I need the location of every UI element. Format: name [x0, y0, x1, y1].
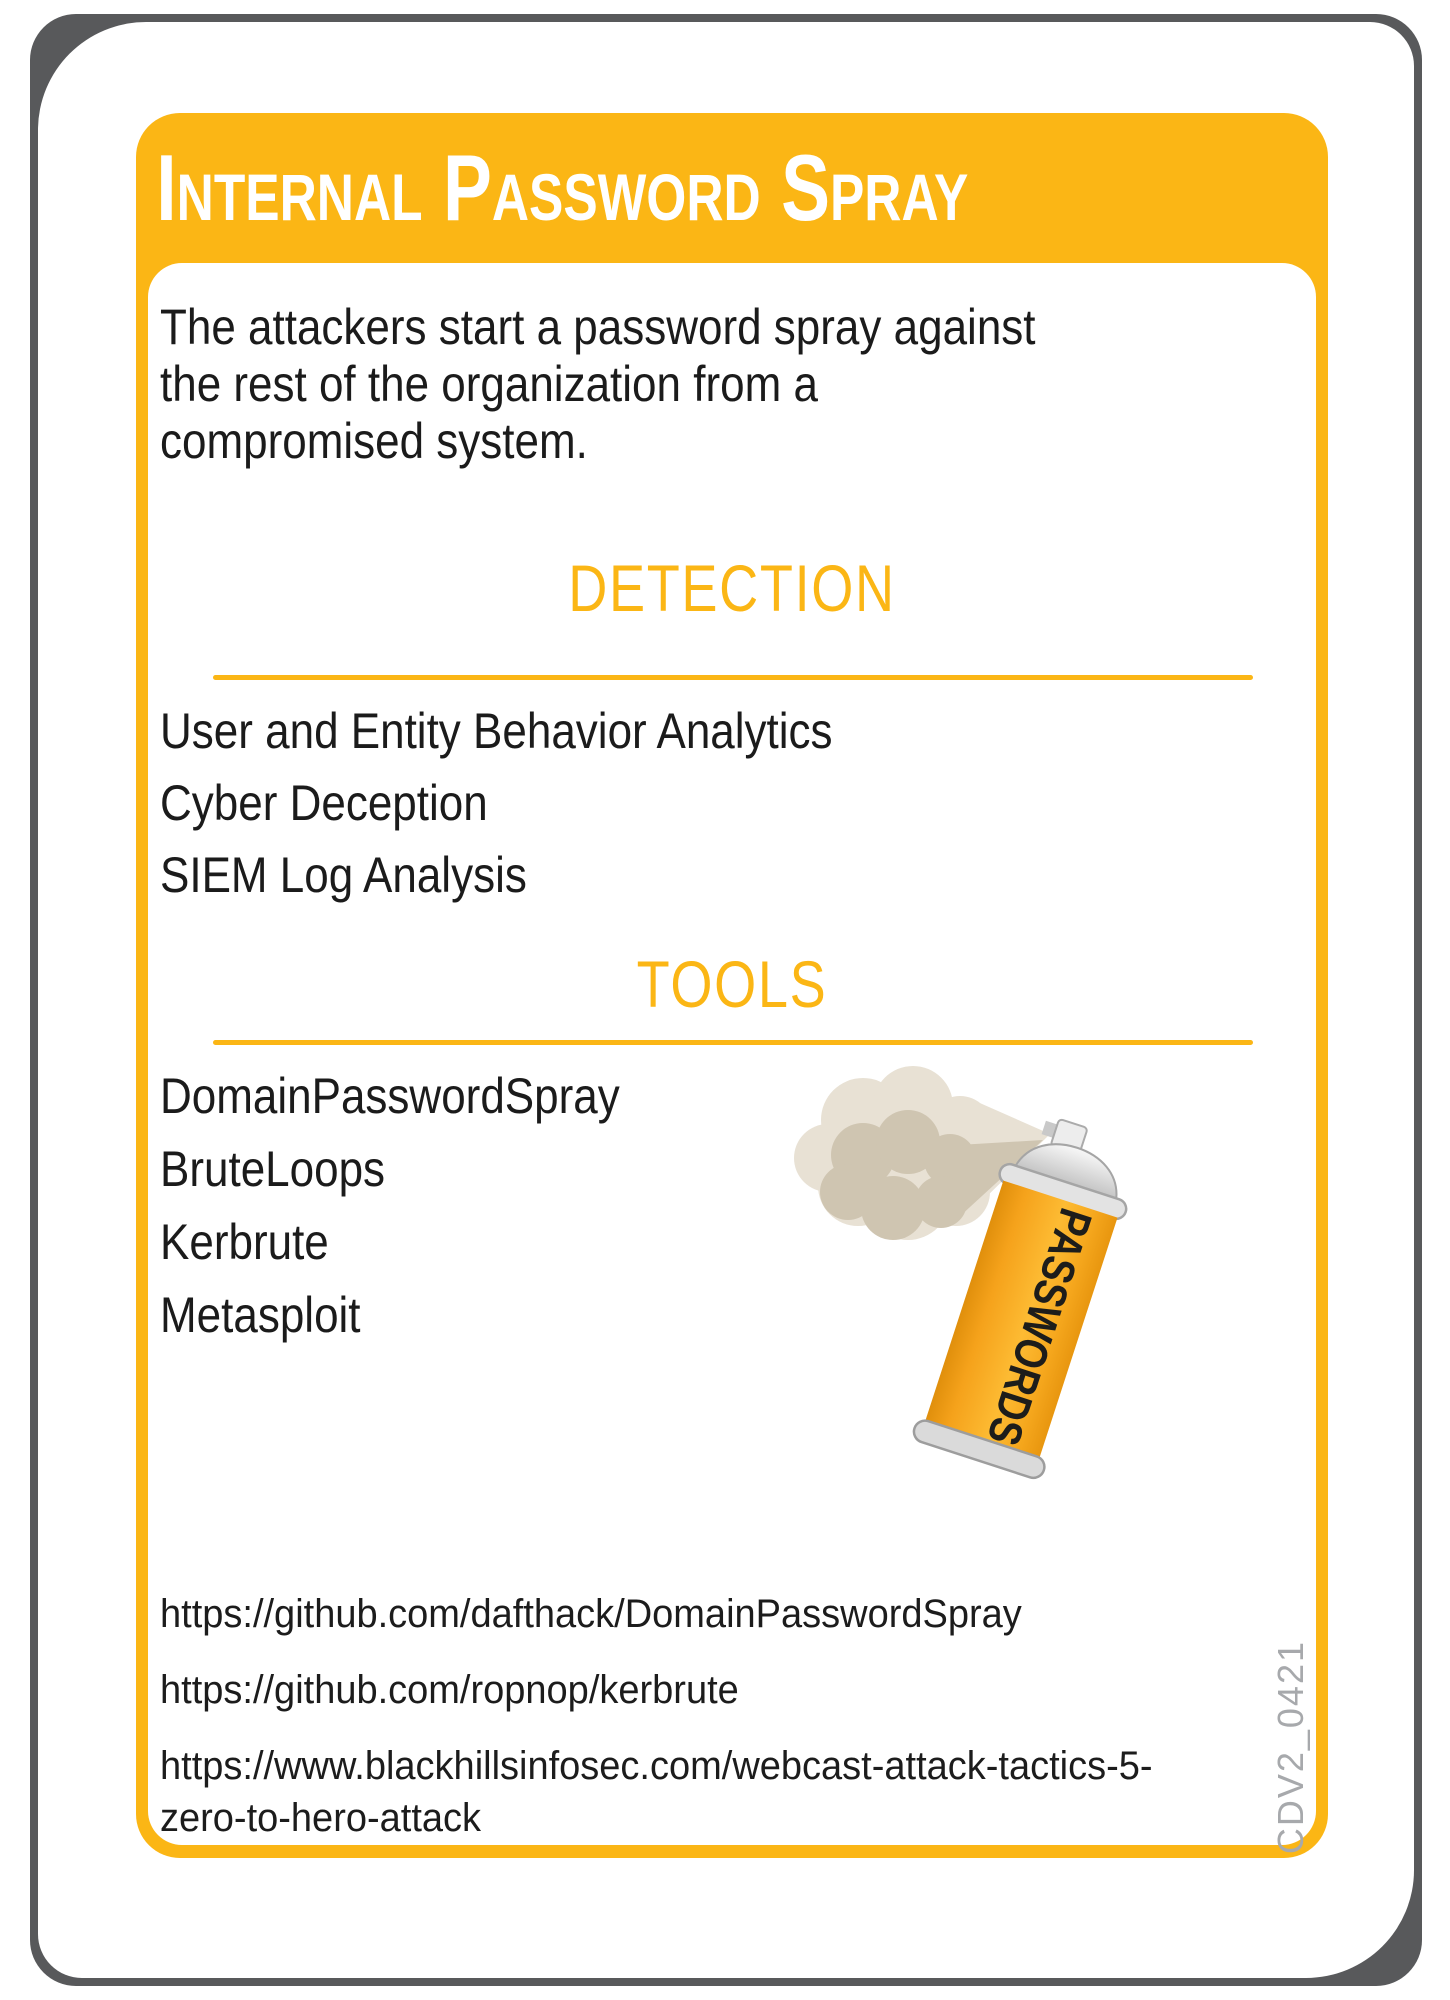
card-title: Internal Password Spray — [156, 135, 969, 240]
description-line: the rest of the organization from a — [160, 356, 818, 412]
reference-link: https://github.com/dafthack/DomainPasswordSpray — [160, 1592, 1022, 1636]
detection-item: Cyber Deception — [160, 775, 488, 831]
card-code: CDV2_0421 — [1270, 1640, 1311, 1855]
reference-link: https://www.blackhillsinfosec.com/webcast-attack-tactics-5-zero-to-hero-attack — [160, 1744, 1153, 1840]
card-frame-inner — [38, 22, 1414, 1978]
reference-link: https://github.com/ropnop/kerbrute — [160, 1668, 739, 1712]
description-line: The attackers start a password spray against — [160, 299, 1036, 355]
card-header — [136, 113, 1328, 263]
detection-list — [160, 695, 833, 911]
tools-heading: TOOLS — [636, 947, 828, 1021]
detection-divider — [213, 675, 1253, 680]
description-line: compromised system. — [160, 413, 588, 469]
attack-card — [136, 113, 1328, 1858]
tool-item: Kerbrute — [160, 1214, 329, 1270]
reference-links — [160, 1588, 1186, 1868]
tools-divider — [213, 1040, 1253, 1045]
tool-item: DomainPasswordSpray — [160, 1068, 620, 1124]
card-body — [148, 263, 1316, 1855]
detection-item: SIEM Log Analysis — [160, 847, 527, 903]
spray-can-label: PASSWORDS — [960, 1202, 1103, 1503]
detection-item: User and Entity Behavior Analytics — [160, 703, 833, 759]
tool-item: BruteLoops — [160, 1141, 386, 1197]
card-frame — [30, 14, 1422, 1986]
tools-list — [160, 1060, 620, 1352]
detection-heading: DETECTION — [568, 551, 896, 625]
spray-can-icon — [778, 1050, 1238, 1510]
card-description — [160, 299, 1216, 470]
tool-item: Metasploit — [160, 1287, 361, 1343]
